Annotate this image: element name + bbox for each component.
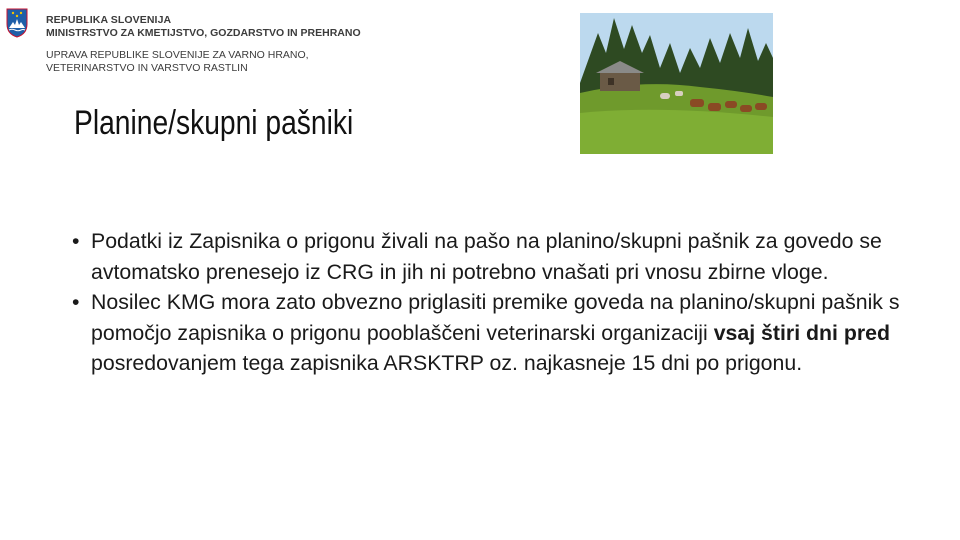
list-item	[72, 287, 902, 379]
slovenia-coat-of-arms-icon	[6, 8, 28, 38]
ministry-name	[46, 14, 361, 40]
list-item	[72, 226, 902, 287]
bullet-list	[72, 226, 902, 379]
agency-name	[46, 49, 309, 75]
alpine-pasture-photo	[580, 13, 773, 154]
bullet-text-2b: posredovanjem tega zapisnika ARSKTRP oz. najkasneje 15 dni po prigonu.	[91, 351, 803, 375]
agency-line-1: UPRAVA REPUBLIKE SLOVENIJE ZA VARNO HRANO,	[46, 49, 309, 61]
pasture-illustration	[580, 13, 773, 154]
ministry-line-2: MINISTRSTVO ZA KMETIJSTVO, GOZDARSTVO IN PREHRANO	[46, 27, 361, 39]
bullet-text-2a: Nosilec KMG mora zato obvezno priglasiti premike goveda na planino/skupni pašnik s pomočjo zapisnika o prigonu pooblaščeni veterinarski organizaciji	[91, 290, 900, 345]
agency-line-2: VETERINARSTVO IN VARSTVO RASTLIN	[46, 62, 248, 74]
bullet-text-1: Podatki iz Zapisnika o prigonu živali na pašo na planino/skupni pašnik za govedo se avtomatsko prenesejo iz CRG in jih ni potrebno vnašati pri vnosu zbirne vloge.	[91, 229, 882, 284]
bullet-text-2-emphasis: vsaj štiri dni pred	[713, 320, 891, 345]
ministry-line-1: REPUBLIKA SLOVENIJA	[46, 14, 172, 26]
slide-title: Planine/skupni pašniki	[74, 104, 354, 142]
bullet-point: •	[72, 229, 80, 253]
bullet-point: •	[72, 290, 80, 314]
